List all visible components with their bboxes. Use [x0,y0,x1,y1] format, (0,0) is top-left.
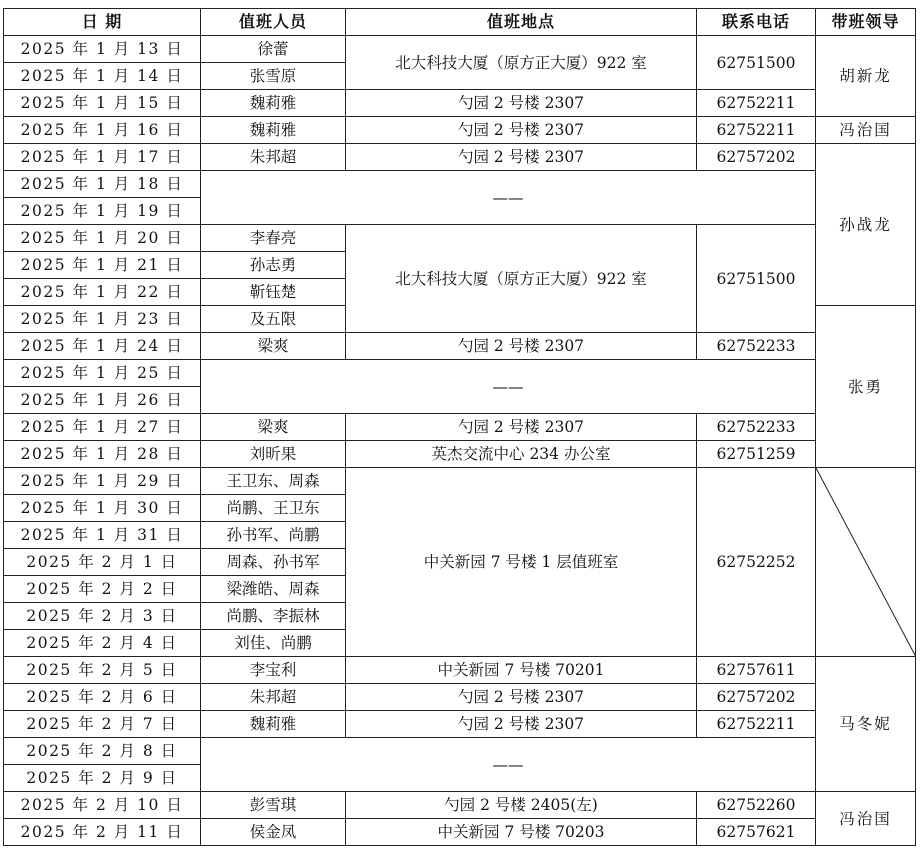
staff-cell: 朱邦超 [201,144,346,171]
staff-cell: 尚鹏、王卫东 [201,495,346,522]
table-row [4,657,916,684]
leader-cell-empty [816,468,916,657]
location-cell: 勺园 2 号楼 2307 [346,711,697,738]
date-cell: 2025 年 2 月 9 日 [4,765,201,792]
table-row [4,144,916,171]
leader-cell: 胡新龙 [816,36,916,117]
phone-cell: 62757202 [697,144,816,171]
phone-cell: 62751259 [697,441,816,468]
date-cell: 2025 年 2 月 7 日 [4,711,201,738]
date-cell: 2025 年 1 月 31 日 [4,522,201,549]
table-row [4,711,916,738]
staff-cell: 尚鹏、李振林 [201,603,346,630]
table-row [4,684,916,711]
location-cell: 勺园 2 号楼 2405(左) [346,792,697,819]
header-phone: 联系电话 [697,9,816,36]
no-duty-cell: —— [201,171,816,225]
date-cell: 2025 年 1 月 14 日 [4,63,201,90]
table-header-row [4,9,916,36]
header-staff: 值班人员 [201,9,346,36]
date-cell: 2025 年 1 月 30 日 [4,495,201,522]
staff-cell: 李宝利 [201,657,346,684]
phone-cell: 62752233 [697,333,816,360]
location-cell: 勺园 2 号楼 2307 [346,144,697,171]
date-cell: 2025 年 2 月 6 日 [4,684,201,711]
table-row [4,90,916,117]
leader-cell: 冯治国 [816,792,916,846]
location-cell: 英杰交流中心 234 办公室 [346,441,697,468]
staff-cell: 孙书军、尚鹏 [201,522,346,549]
leader-cell: 孙战龙 [816,144,916,306]
date-cell: 2025 年 1 月 19 日 [4,198,201,225]
location-cell: 勺园 2 号楼 2307 [346,333,697,360]
date-cell: 2025 年 1 月 21 日 [4,252,201,279]
staff-cell: 王卫东、周森 [201,468,346,495]
date-cell: 2025 年 2 月 5 日 [4,657,201,684]
no-duty-cell: —— [201,360,816,414]
date-cell: 2025 年 1 月 16 日 [4,117,201,144]
staff-cell: 魏莉雅 [201,117,346,144]
date-cell: 2025 年 1 月 15 日 [4,90,201,117]
staff-cell: 魏莉雅 [201,711,346,738]
date-cell: 2025 年 2 月 8 日 [4,738,201,765]
no-duty-cell: —— [201,738,816,792]
location-cell: 北大科技大厦（原方正大厦）922 室 [346,36,697,90]
location-cell: 勺园 2 号楼 2307 [346,90,697,117]
location-cell: 中关新园 7 号楼 70203 [346,819,697,846]
date-cell: 2025 年 1 月 22 日 [4,279,201,306]
table-row [4,468,916,495]
phone-cell: 62752211 [697,117,816,144]
phone-cell: 62752211 [697,90,816,117]
phone-cell: 62757611 [697,657,816,684]
staff-cell: 李春亮 [201,225,346,252]
duty-schedule-table [3,8,916,846]
table-row [4,36,916,63]
date-cell: 2025 年 1 月 27 日 [4,414,201,441]
date-cell: 2025 年 2 月 3 日 [4,603,201,630]
staff-cell: 徐蕾 [201,36,346,63]
location-cell: 勺园 2 号楼 2307 [346,414,697,441]
date-cell: 2025 年 1 月 13 日 [4,36,201,63]
table-row [4,819,916,846]
date-cell: 2025 年 1 月 20 日 [4,225,201,252]
staff-cell: 梁爽 [201,333,346,360]
phone-cell: 62752252 [697,468,816,657]
staff-cell: 梁潍皓、周森 [201,576,346,603]
phone-cell: 62752211 [697,711,816,738]
staff-cell: 靳钰楚 [201,279,346,306]
table-row [4,225,916,252]
location-cell: 中关新园 7 号楼 1 层值班室 [346,468,697,657]
table-row [4,333,916,360]
staff-cell: 朱邦超 [201,684,346,711]
table-row [4,414,916,441]
leader-cell: 马冬妮 [816,657,916,792]
staff-cell: 孙志勇 [201,252,346,279]
header-location: 值班地点 [346,9,697,36]
table-row [4,171,916,198]
staff-cell: 彭雪琪 [201,792,346,819]
phone-cell: 62752233 [697,414,816,441]
staff-cell: 周森、孙书军 [201,549,346,576]
date-cell: 2025 年 2 月 2 日 [4,576,201,603]
date-cell: 2025 年 1 月 29 日 [4,468,201,495]
staff-cell: 魏莉雅 [201,90,346,117]
date-cell: 2025 年 2 月 11 日 [4,819,201,846]
location-cell: 勺园 2 号楼 2307 [346,117,697,144]
date-cell: 2025 年 1 月 23 日 [4,306,201,333]
staff-cell: 侯金凤 [201,819,346,846]
location-cell: 北大科技大厦（原方正大厦）922 室 [346,225,697,333]
staff-cell: 刘佳、尚鹏 [201,630,346,657]
table-row [4,360,916,387]
table-row [4,738,916,765]
table-row [4,441,916,468]
location-cell: 勺园 2 号楼 2307 [346,684,697,711]
phone-cell: 62751500 [697,36,816,90]
date-cell: 2025 年 1 月 17 日 [4,144,201,171]
date-cell: 2025 年 1 月 18 日 [4,171,201,198]
date-cell: 2025 年 1 月 28 日 [4,441,201,468]
date-cell: 2025 年 2 月 10 日 [4,792,201,819]
leader-cell: 冯治国 [816,117,916,144]
header-date: 日 期 [4,9,201,36]
table-row [4,117,916,144]
date-cell: 2025 年 1 月 25 日 [4,360,201,387]
leader-cell: 张勇 [816,306,916,468]
phone-cell: 62751500 [697,225,816,333]
table-row [4,792,916,819]
date-cell: 2025 年 1 月 26 日 [4,387,201,414]
staff-cell: 张雪原 [201,63,346,90]
date-cell: 2025 年 2 月 1 日 [4,549,201,576]
phone-cell: 62757202 [697,684,816,711]
staff-cell: 及五限 [201,306,346,333]
phone-cell: 62752260 [697,792,816,819]
staff-cell: 刘昕果 [201,441,346,468]
location-cell: 中关新园 7 号楼 70201 [346,657,697,684]
staff-cell: 梁爽 [201,414,346,441]
date-cell: 2025 年 1 月 24 日 [4,333,201,360]
header-leader: 带班领导 [816,9,916,36]
phone-cell: 62757621 [697,819,816,846]
date-cell: 2025 年 2 月 4 日 [4,630,201,657]
